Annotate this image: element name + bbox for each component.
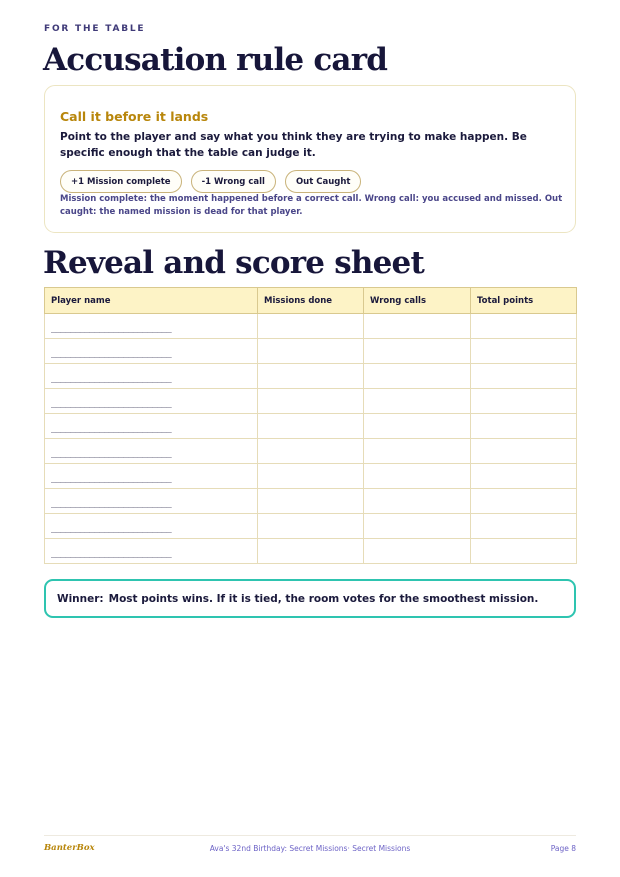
wrong-calls-cell[interactable] [364,539,471,564]
winner-label: Winner: [57,592,104,605]
missions-done-cell[interactable] [258,314,364,339]
total-points-cell[interactable] [471,339,577,364]
rule-card-body: Point to the player and say what you think they are trying to make happen. Be specific enough that the table can judge it. [60,131,527,159]
score-table-header-row [45,288,577,314]
player-name-cell[interactable] [45,489,258,514]
player-name-blank-line: _________________________ [51,474,172,484]
score-table-row [45,314,577,339]
score-sheet-title: Reveal and score sheet [43,245,424,281]
wrong-calls-cell[interactable] [364,389,471,414]
score-table-body [45,314,577,564]
wrong-calls-cell[interactable] [364,514,471,539]
score-table-row [45,364,577,389]
player-name-cell[interactable] [45,439,258,464]
wrong-calls-cell[interactable] [364,439,471,464]
wrong-calls-cell[interactable] [364,364,471,389]
score-table-row [45,514,577,539]
wrong-calls-cell[interactable] [364,414,471,439]
missions-done-cell[interactable] [258,389,364,414]
missions-done-cell[interactable] [258,339,364,364]
missions-done-cell[interactable] [258,414,364,439]
player-name-cell[interactable] [45,339,258,364]
rule-card-note: Mission complete: the moment happened before a correct call. Wrong call: you accused and missed. Out caught: the named mission is dead for that player. [60,194,563,217]
page-title: Accusation rule card [43,42,388,78]
missions-done-cell[interactable] [258,464,364,489]
wrong-calls-cell[interactable] [364,314,471,339]
player-name-blank-line: _________________________ [51,399,172,409]
player-name-cell[interactable] [45,389,258,414]
total-points-cell[interactable] [471,389,577,414]
brand-logo: BanterBox [44,843,95,853]
total-points-cell[interactable] [471,464,577,489]
score-table-row [45,339,577,364]
total-points-cell[interactable] [471,489,577,514]
header-wrong-calls: Wrong calls [364,288,471,314]
chip-mission-complete: +1 Mission complete [60,170,182,193]
header-total-points: Total points [471,288,577,314]
player-name-blank-line: _________________________ [51,449,172,459]
chip-wrong-call: -1 Wrong call [191,170,276,193]
player-name-blank-line: _________________________ [51,324,172,334]
player-name-cell[interactable] [45,364,258,389]
footer-document-title: Ava's 32nd Birthday: Secret Missions· Secret Missions [209,844,411,853]
missions-done-cell[interactable] [258,514,364,539]
wrong-calls-cell[interactable] [364,489,471,514]
rule-card-heading: Call it before it lands [60,109,209,124]
wrong-calls-cell[interactable] [364,464,471,489]
accusation-rule-card [44,85,576,233]
player-name-cell[interactable] [45,314,258,339]
page-number: Page 8 [550,844,576,853]
player-name-cell[interactable] [45,414,258,439]
score-table-row [45,489,577,514]
missions-done-cell[interactable] [258,364,364,389]
score-table-row [45,414,577,439]
total-points-cell[interactable] [471,364,577,389]
score-table-row [45,439,577,464]
missions-done-cell[interactable] [258,439,364,464]
missions-done-cell[interactable] [258,539,364,564]
player-name-blank-line: _________________________ [51,374,172,384]
total-points-cell[interactable] [471,539,577,564]
score-table-row [45,389,577,414]
page-footer [44,843,576,855]
total-points-cell[interactable] [471,514,577,539]
winner-text: Most points wins. If it is tied, the room votes for the smoothest mission. [108,592,539,605]
player-name-blank-line: _________________________ [51,499,172,509]
section-eyebrow: FOR THE TABLE [44,24,146,34]
chip-out-caught: Out Caught [285,170,362,193]
missions-done-cell[interactable] [258,489,364,514]
score-table [44,287,577,564]
total-points-cell[interactable] [471,414,577,439]
header-missions-done: Missions done [258,288,364,314]
total-points-cell[interactable] [471,439,577,464]
player-name-blank-line: _________________________ [51,424,172,434]
player-name-blank-line: _________________________ [51,549,172,559]
player-name-cell[interactable] [45,514,258,539]
player-name-blank-line: _________________________ [51,524,172,534]
player-name-cell[interactable] [45,464,258,489]
wrong-calls-cell[interactable] [364,339,471,364]
winner-rule-box [44,579,576,618]
total-points-cell[interactable] [471,314,577,339]
scoring-chips [60,170,361,193]
score-table-row [45,464,577,489]
player-name-blank-line: _________________________ [51,349,172,359]
player-name-cell[interactable] [45,539,258,564]
header-player-name: Player name [45,288,258,314]
score-table-row [45,539,577,564]
footer-divider [44,835,576,836]
